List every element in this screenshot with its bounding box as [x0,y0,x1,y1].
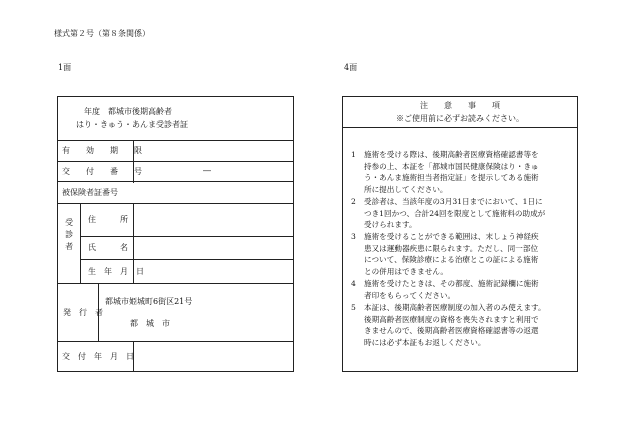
notice-item-number: 1 [351,150,356,159]
notice-list [351,149,573,349]
notice-line: 施術を受けたときは、その都度、施術記録欄に施術 [364,279,539,288]
validity-label: 有 効 期 限 [62,146,142,155]
notice-line: 後期高齢者医療制度の資格を喪失されますと利用で [364,314,539,324]
notice-line: 受けられます。 [364,220,417,230]
issuer-address: 都城市姫城町6街区21号 [105,297,193,306]
notice-item-2 [351,196,573,231]
certificate-card [57,96,294,372]
notice-title: 注 意 事 項 [420,101,500,110]
notice-line: 施術を受けることができる範囲は、末しょう神経疾 [364,232,539,241]
right-page-label: 4面 [344,63,358,72]
issuer-label: 発 行 者 [63,308,103,317]
number-label: 交 付 番 号 [62,167,142,176]
insured-number-label: 被保険者証番号 [62,188,118,197]
notice-line: 患又は運動器疾患に限られます。ただし、同一部位 [364,243,539,253]
notice-line: つき1回かつ、合計24回を限度として施術料の助成が [364,208,546,218]
notice-item-3 [351,231,573,278]
notice-item-number: 4 [351,279,356,288]
notice-line: 施術を受ける際は、後期高齢者医療資格確認書等を [364,150,539,159]
notice-card [342,96,578,372]
certificate-title-year: 年度 都城市後期高齢者 [84,107,172,116]
notice-item-number: 2 [351,197,356,206]
certificate-title-main: はり・きゅう・あんま受診者証 [76,120,188,129]
notice-item-number: 3 [351,232,356,241]
notice-item-1 [351,149,573,196]
form-label: 様式第２号（第８条関係） [54,29,150,38]
notice-item-number: 5 [351,303,356,312]
notice-subtitle: ※ご使用前に必ずお読みください。 [396,114,524,123]
patient-label: 受診者 [64,218,74,254]
notice-line: きませんので、後期高齢者医療資格確認書等の返還 [364,326,539,336]
notice-line: 持参の上、本証を「都城市国民健康保険はり・きゅ [364,161,539,171]
issuer-name: 都 城 市 [130,319,170,328]
notice-line: 本証は、後期高齢者医療制度の加入者のみ使えます。 [364,303,546,312]
address-label: 住 所 [88,215,128,224]
notice-line: 時には必ず本証もお返しください。 [364,337,486,347]
notice-line: 所に提出してください。 [364,184,448,194]
number-value: ― [203,166,211,175]
notice-item-5 [351,302,573,349]
notice-line: との併用はできません。 [364,266,448,276]
notice-line: う・あんま施術担当者指定証」を提示してある施術 [364,173,539,183]
issue-date-label: 交 付 年 月 日 [62,352,134,361]
birth-date-label: 生 年 月 日 [88,267,144,276]
notice-line: 者印をもらってください。 [364,290,456,300]
notice-line: 受診者は、当該年度の3月31日までにおいて、1日に [364,197,543,206]
left-page-label: 1面 [58,63,72,72]
name-label: 氏 名 [88,243,128,252]
notice-line: について、保険診療による治療とこの証による施術 [364,255,539,265]
notice-item-4 [351,278,573,302]
